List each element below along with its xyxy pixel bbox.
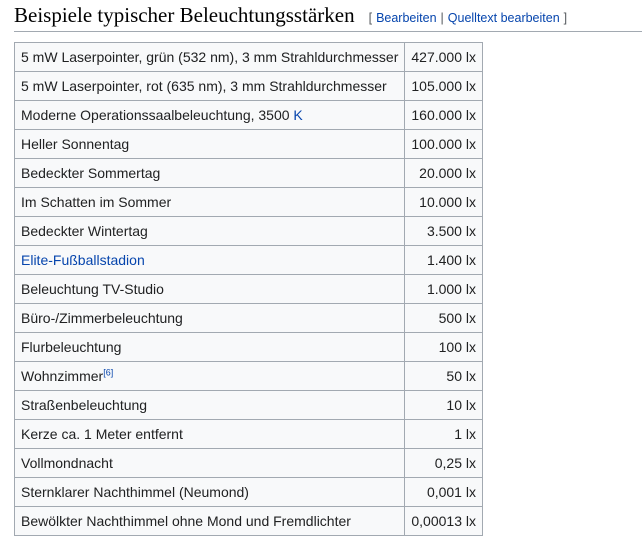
illuminance-description: Im Schatten im Sommer (15, 188, 405, 217)
table-row (15, 101, 483, 130)
illuminance-description: 5 mW Laserpointer, grün (532 nm), 3 mm Strahldurchmesser (15, 43, 405, 72)
section-heading (14, 2, 642, 32)
illuminance-description (15, 101, 405, 130)
illuminance-description: Bedeckter Wintertag (15, 217, 405, 246)
bracket-close: ] (563, 11, 568, 25)
illuminance-description (15, 362, 405, 391)
illuminance-value: 50 lx (405, 362, 483, 391)
edit-separator: | (440, 11, 444, 25)
illuminance-value: 0,25 lx (405, 449, 483, 478)
illuminance-description: Bewölkter Nachthimmel ohne Mond und Fremdlichter (15, 507, 405, 536)
description-text: Moderne Operationssaalbeleuchtung, 3500 (21, 107, 294, 123)
edit-source-link[interactable]: Quelltext bearbeiten (447, 11, 560, 25)
table-row (15, 188, 483, 217)
illuminance-table (14, 42, 483, 536)
illuminance-description (15, 246, 405, 275)
illuminance-description: 5 mW Laserpointer, rot (635 nm), 3 mm Strahldurchmesser (15, 72, 405, 101)
illuminance-description: Flurbeleuchtung (15, 333, 405, 362)
illuminance-value: 1.400 lx (405, 246, 483, 275)
illuminance-description: Büro-/Zimmerbeleuchtung (15, 304, 405, 333)
table-row (15, 304, 483, 333)
table-row (15, 449, 483, 478)
reference-link[interactable]: [6] (103, 367, 114, 378)
table-row (15, 72, 483, 101)
table-row (15, 507, 483, 536)
table-row (15, 391, 483, 420)
kelvin-link[interactable]: K (293, 107, 303, 123)
table-row (15, 43, 483, 72)
table-row (15, 275, 483, 304)
illuminance-value: 500 lx (405, 304, 483, 333)
edit-section-links (369, 11, 568, 25)
illuminance-description: Beleuchtung TV-Studio (15, 275, 405, 304)
bracket-open: [ (368, 11, 373, 25)
illuminance-value: 20.000 lx (405, 159, 483, 188)
table-row (15, 246, 483, 275)
table-row (15, 159, 483, 188)
illuminance-value: 100 lx (405, 333, 483, 362)
illuminance-description: Bedeckter Sommertag (15, 159, 405, 188)
illuminance-value: 3.500 lx (405, 217, 483, 246)
illuminance-value: 10 lx (405, 391, 483, 420)
illuminance-value: 0,00013 lx (405, 507, 483, 536)
illuminance-description: Vollmondnacht (15, 449, 405, 478)
table-row (15, 130, 483, 159)
illuminance-description: Straßenbeleuchtung (15, 391, 405, 420)
illuminance-value: 160.000 lx (405, 101, 483, 130)
illuminance-description: Heller Sonnentag (15, 130, 405, 159)
description-text: Wohnzimmer (21, 368, 104, 384)
table-row (15, 217, 483, 246)
illuminance-value: 10.000 lx (405, 188, 483, 217)
table-row (15, 333, 483, 362)
reference-marker (103, 367, 113, 377)
illuminance-value: 427.000 lx (405, 43, 483, 72)
edit-link[interactable]: Bearbeiten (376, 11, 437, 25)
illuminance-description: Kerze ca. 1 Meter entfernt (15, 420, 405, 449)
table-row (15, 478, 483, 507)
table-row (15, 420, 483, 449)
illuminance-value: 100.000 lx (405, 130, 483, 159)
illuminance-value: 0,001 lx (405, 478, 483, 507)
illuminance-value: 1.000 lx (405, 275, 483, 304)
table-row (15, 362, 483, 391)
illuminance-value: 105.000 lx (405, 72, 483, 101)
illuminance-description: Sternklarer Nachthimmel (Neumond) (15, 478, 405, 507)
stadium-link[interactable]: Elite-Fußballstadion (21, 252, 145, 268)
illuminance-value: 1 lx (405, 420, 483, 449)
section-title: Beispiele typischer Beleuchtungsstärken (14, 3, 355, 27)
